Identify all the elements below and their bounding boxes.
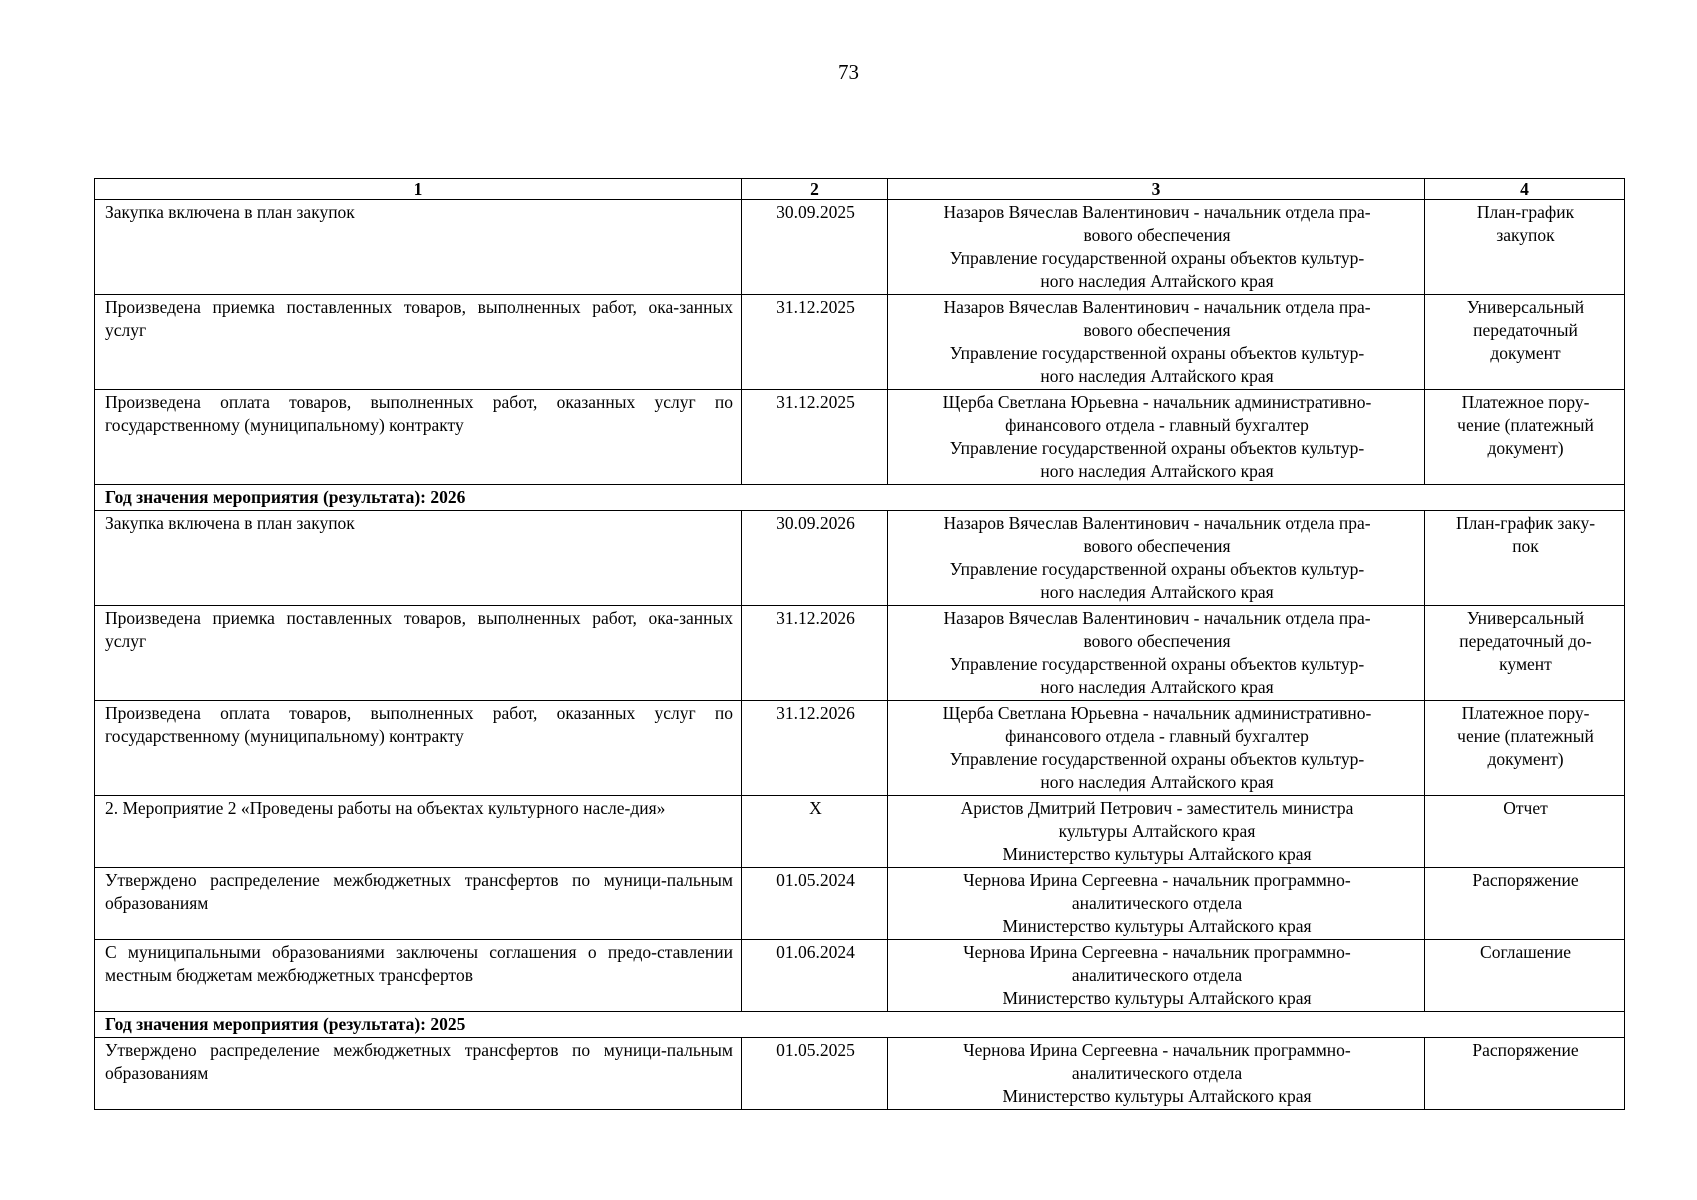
- header-col-1: 1: [95, 179, 742, 200]
- responsible-line: вового обеспечения: [1083, 631, 1231, 651]
- responsible-line: аналитического отдела: [1071, 1063, 1243, 1083]
- deadline-date: 01.05.2024: [742, 868, 888, 940]
- document-line: документ): [1487, 438, 1564, 458]
- document-line: пок: [1512, 536, 1539, 556]
- document-line: Универсальный: [1466, 608, 1585, 628]
- responsible-line: Министерство культуры Алтайского края: [1002, 988, 1312, 1008]
- responsible-line: вового обеспечения: [1083, 225, 1231, 245]
- page-number: 73: [838, 60, 859, 84]
- responsible-line: Управление государственной охраны объектов культур-: [949, 438, 1365, 458]
- responsible-line: ного наследия Алтайского края: [1040, 582, 1274, 602]
- responsible-line: Управление государственной охраны объектов культур-: [949, 559, 1365, 579]
- table-row: [95, 701, 1625, 796]
- document-line: Платежное пору-: [1461, 703, 1590, 723]
- activity-description: Утверждено распределение межбюджетных трансфертов по муници-пальным образованиям: [95, 868, 742, 940]
- document-type: [1425, 390, 1625, 485]
- document-line: документ: [1490, 343, 1561, 363]
- column-number-header: [95, 179, 1625, 200]
- responsible-person: [888, 868, 1425, 940]
- responsible-line: Управление государственной охраны объектов культур-: [949, 343, 1365, 363]
- responsible-line: ного наследия Алтайского края: [1040, 677, 1274, 697]
- activity-description: Произведена приемка поставленных товаров, выполненных работ, ока-занных услуг: [95, 606, 742, 701]
- document-type: [1425, 701, 1625, 796]
- responsible-line: Министерство культуры Алтайского края: [1002, 1086, 1312, 1106]
- document-type: [1425, 295, 1625, 390]
- activities-table: [94, 178, 1625, 1110]
- header-col-3: 3: [888, 179, 1425, 200]
- responsible-line: Управление государственной охраны объектов культур-: [949, 749, 1365, 769]
- responsible-line: финансового отдела - главный бухгалтер: [1005, 415, 1309, 435]
- responsible-line: ного наследия Алтайского края: [1040, 271, 1274, 291]
- document-type: [1425, 868, 1625, 940]
- activity-description: Закупка включена в план закупок: [95, 511, 742, 606]
- responsible-line: ного наследия Алтайского края: [1040, 366, 1274, 386]
- responsible-line: вового обеспечения: [1083, 320, 1231, 340]
- document-type: [1425, 511, 1625, 606]
- table-row: [95, 200, 1625, 295]
- deadline-date: 01.05.2025: [742, 1038, 888, 1110]
- responsible-person: [888, 796, 1425, 868]
- responsible-line: Министерство культуры Алтайского края: [1002, 844, 1312, 864]
- responsible-person: [888, 511, 1425, 606]
- responsible-person: [888, 940, 1425, 1012]
- document-line: Распоряжение: [1472, 870, 1579, 890]
- document-line: документ): [1487, 749, 1564, 769]
- document-line: План-график заку-: [1455, 513, 1596, 533]
- responsible-line: Щерба Светлана Юрьевна - начальник административно-: [942, 392, 1372, 412]
- deadline-date: 30.09.2025: [742, 200, 888, 295]
- activity-description: С муниципальными образованиями заключены соглашения о предо-ставлении местным бюджетам межбюджетных трансфертов: [95, 940, 742, 1012]
- responsible-line: Чернова Ирина Сергеевна - начальник программно-: [963, 870, 1351, 890]
- table-row: [95, 295, 1625, 390]
- responsible-line: аналитического отдела: [1071, 965, 1243, 985]
- document-line: кумент: [1499, 654, 1552, 674]
- responsible-person: [888, 390, 1425, 485]
- responsible-line: финансового отдела - главный бухгалтер: [1005, 726, 1309, 746]
- document-type: [1425, 1038, 1625, 1110]
- responsible-line: Щерба Светлана Юрьевна - начальник административно-: [942, 703, 1372, 723]
- deadline-date: 30.09.2026: [742, 511, 888, 606]
- document-type: [1425, 200, 1625, 295]
- document-line: Распоряжение: [1472, 1040, 1579, 1060]
- responsible-line: Чернова Ирина Сергеевна - начальник программно-: [963, 1040, 1351, 1060]
- activity-description: Произведена приемка поставленных товаров, выполненных работ, ока-занных услуг: [95, 295, 742, 390]
- responsible-person: [888, 701, 1425, 796]
- document-line: передаточный до-: [1459, 631, 1592, 651]
- deadline-date: 01.06.2024: [742, 940, 888, 1012]
- deadline-date: 31.12.2025: [742, 390, 888, 485]
- document-line: передаточный: [1473, 320, 1578, 340]
- responsible-person: [888, 295, 1425, 390]
- responsible-person: [888, 606, 1425, 701]
- responsible-line: Чернова Ирина Сергеевна - начальник программно-: [963, 942, 1351, 962]
- document-line: План-график: [1476, 202, 1575, 222]
- header-col-2: 2: [742, 179, 888, 200]
- year-group-row: [95, 485, 1625, 511]
- activity-description: Утверждено распределение межбюджетных трансфертов по муници-пальным образованиям: [95, 1038, 742, 1110]
- deadline-date: 31.12.2026: [742, 606, 888, 701]
- document-line: Платежное пору-: [1461, 392, 1590, 412]
- year-group-label: Год значения мероприятия (результата): 2026: [95, 485, 1625, 511]
- responsible-person: [888, 1038, 1425, 1110]
- responsible-line: Управление государственной охраны объектов культур-: [949, 248, 1365, 268]
- responsible-line: культуры Алтайского края: [1058, 821, 1256, 841]
- deadline-date: X: [742, 796, 888, 868]
- activity-description: Произведена оплата товаров, выполненных работ, оказанных услуг по государственному (муниципальному) контракту: [95, 701, 742, 796]
- document-line: Отчет: [1503, 798, 1548, 818]
- responsible-line: аналитического отдела: [1071, 893, 1243, 913]
- table-row: [95, 606, 1625, 701]
- document-line: закупок: [1496, 225, 1555, 245]
- responsible-line: Назаров Вячеслав Валентинович - начальник отдела пра-: [943, 202, 1371, 222]
- table-row: [95, 511, 1625, 606]
- responsible-line: ного наследия Алтайского края: [1040, 772, 1274, 792]
- responsible-line: Назаров Вячеслав Валентинович - начальник отдела пра-: [943, 513, 1371, 533]
- document-line: Универсальный: [1466, 297, 1585, 317]
- table-row: [95, 1038, 1625, 1110]
- table-row: [95, 796, 1625, 868]
- document-type: [1425, 940, 1625, 1012]
- responsible-line: Управление государственной охраны объектов культур-: [949, 654, 1365, 674]
- year-group-label: Год значения мероприятия (результата): 2025: [95, 1012, 1625, 1038]
- document-type: [1425, 606, 1625, 701]
- table-body: [95, 200, 1625, 1110]
- responsible-person: [888, 200, 1425, 295]
- activity-description: Закупка включена в план закупок: [95, 200, 742, 295]
- responsible-line: Аристов Дмитрий Петрович - заместитель министра: [960, 798, 1354, 818]
- responsible-line: вового обеспечения: [1083, 536, 1231, 556]
- document-line: чение (платежный: [1457, 726, 1594, 746]
- year-group-row: [95, 1012, 1625, 1038]
- activity-description: Произведена оплата товаров, выполненных работ, оказанных услуг по государственному (муниципальному) контракту: [95, 390, 742, 485]
- document-type: [1425, 796, 1625, 868]
- document-line: чение (платежный: [1457, 415, 1594, 435]
- table-row: [95, 390, 1625, 485]
- header-col-4: 4: [1425, 179, 1625, 200]
- responsible-line: Министерство культуры Алтайского края: [1002, 916, 1312, 936]
- table-row: [95, 868, 1625, 940]
- table-row: [95, 940, 1625, 1012]
- document-line: Соглашение: [1480, 942, 1571, 962]
- deadline-date: 31.12.2026: [742, 701, 888, 796]
- responsible-line: ного наследия Алтайского края: [1040, 461, 1274, 481]
- responsible-line: Назаров Вячеслав Валентинович - начальник отдела пра-: [943, 608, 1371, 628]
- deadline-date: 31.12.2025: [742, 295, 888, 390]
- activity-description: 2. Мероприятие 2 «Проведены работы на объектах культурного насле-дия»: [95, 796, 742, 868]
- responsible-line: Назаров Вячеслав Валентинович - начальник отдела пра-: [943, 297, 1371, 317]
